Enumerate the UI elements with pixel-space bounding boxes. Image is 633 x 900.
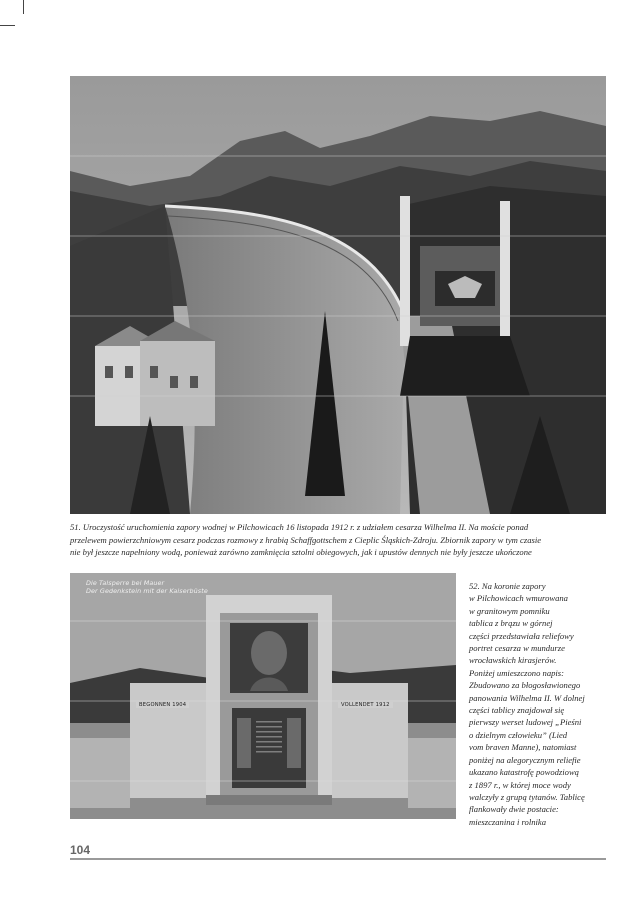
caption-line: części tablicy znajdował się — [469, 705, 565, 716]
photo-dam-ceremony — [70, 76, 606, 514]
caption-line: Poniżej umieszczono napis: — [469, 667, 565, 678]
photo-kaiser-monument — [70, 573, 456, 819]
postcard-title-line: Der Gedenkstein mit der Kaiserbüste — [86, 586, 208, 595]
figure-52-caption — [469, 580, 609, 828]
caption-line: pierwszy werset ludowej „Pieśni — [469, 717, 582, 728]
plate-begun: BEGONNEN 1904 — [136, 702, 189, 708]
footer-rule — [70, 858, 606, 860]
caption-line: flankowały dwie postacie: — [469, 804, 559, 815]
caption-line: o dzielnym człowieku” (Lied — [469, 729, 568, 740]
crop-mark-horizontal — [0, 25, 15, 26]
caption-line: w Pilchowicach wmurowana — [469, 593, 568, 604]
caption-line: vom braven Manne), natomiast — [469, 742, 577, 753]
caption-line: 51. Uroczystość uruchomienia zapory wodnej w Pilchowicach 16 listopada 1912 r. z udziałem cesarza Wilhelma II. Na moście ponad — [70, 522, 529, 532]
postcard-title-line: Die Talsperre bei Mauer — [86, 579, 165, 587]
caption-line: części przedstawiała reliefowy — [469, 630, 574, 641]
caption-line: wrocławskich kirasjerów. — [469, 655, 557, 666]
caption-line: Zbudowano za błogosławionego — [469, 680, 581, 691]
caption-line: walczyły z grupą tytanów. Tablicę — [469, 791, 585, 802]
caption-line: tablica z brązu w górnej — [469, 618, 553, 629]
caption-line: w granitowym pomniku — [469, 605, 550, 616]
caption-line: portret cesarza w mundurze — [469, 643, 565, 654]
crop-mark-vertical — [23, 0, 24, 14]
plate-completed: VOLLENDET 1912 — [338, 702, 393, 708]
figure-51-caption — [70, 521, 606, 559]
caption-line: przelewem powierzchniowym cesarz podczas rozmowy z hrabią Schaffgottschem z Cieplic Śląskich-Zdroju. Zbiornik zapory w tym czasie — [70, 534, 542, 545]
caption-line: ukazano katastrofę powodziową — [469, 767, 579, 778]
postcard-title — [86, 580, 208, 595]
caption-line: 52. Na koronie zapory — [469, 581, 546, 591]
page-number: 104 — [70, 843, 91, 857]
caption-line: z 1897 r., w której moce wody — [469, 779, 571, 790]
caption-line: poniżej na alegorycznym reliefie — [469, 754, 581, 765]
caption-line: mieszczanina i rolnika — [469, 816, 547, 827]
caption-line: panowania Wilhelma II. W dolnej — [469, 692, 585, 703]
caption-line: nie był jeszcze napełniony wodą, ponieważ zarówno zamknięcia sztolni obiegowych, jak i upustów dennych nie były jeszcze ukończone — [70, 547, 532, 558]
